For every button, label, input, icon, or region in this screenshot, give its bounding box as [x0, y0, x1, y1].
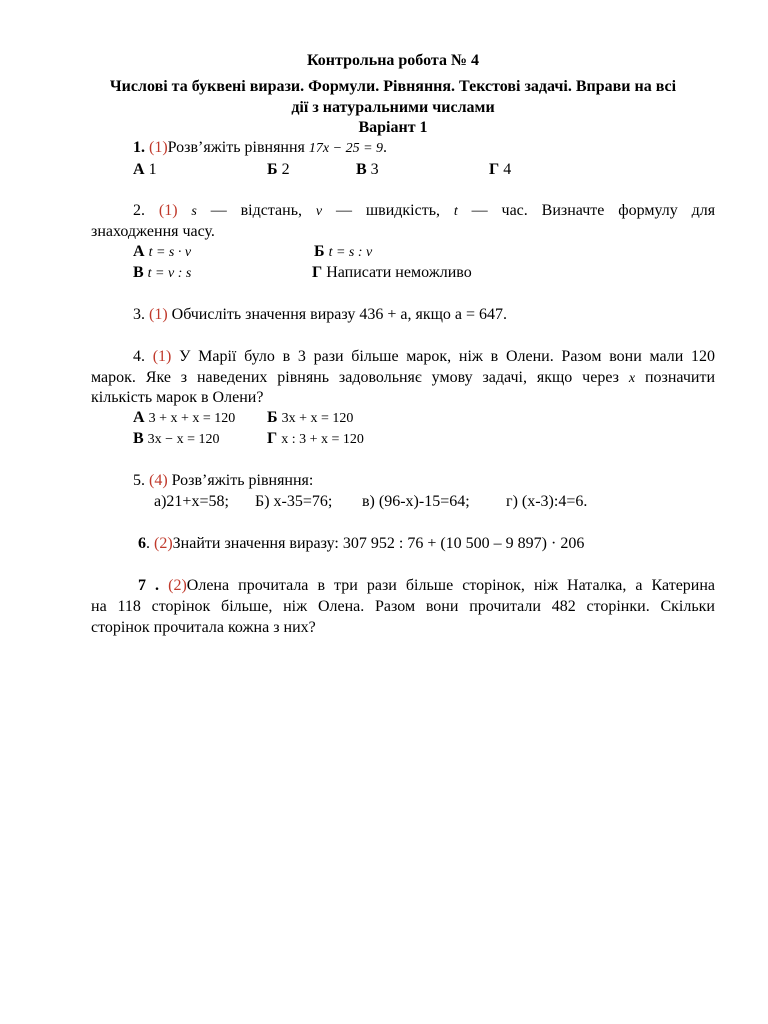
question-6: 6. (2)Знайти значення виразу: 307 952 : 76 + (10 500 – 9 897) · 206	[138, 535, 585, 552]
question-5-item-b: Б) х-35=76;	[255, 493, 333, 510]
question-1-equation: 17x − 25 = 9	[308, 141, 384, 156]
question-1-option-v: В 3	[356, 161, 379, 178]
question-4-line-1: 4. (1) У Марії було в 3 рази більше марок, ніж в Олени. Разом вони мали 120	[133, 348, 715, 365]
question-4-number: 4.	[133, 348, 145, 365]
question-3-points: (1)	[149, 306, 168, 323]
question-4-option-v: В 3x − x = 120	[133, 430, 220, 447]
question-5-number: 5.	[133, 472, 145, 489]
question-7-number: 7	[138, 577, 146, 594]
page-title: Контрольна робота № 4	[306, 52, 480, 69]
question-1: 1. (1)Розв’яжіть рівняння 17x − 25 = 9.	[133, 139, 388, 156]
question-7-points: (2)	[168, 577, 187, 594]
question-5	[133, 471, 313, 491]
question-2-points: (1)	[158, 202, 178, 219]
question-7-line-2: на 118 сторінок більше, ніж Олена. Разом вони прочитали 482 сторінки. Скільки	[91, 598, 715, 615]
question-2-line-2: знаходження часу.	[91, 223, 215, 240]
var-x: x	[628, 371, 636, 386]
question-5-item-a: а)21+х=58;	[154, 493, 229, 510]
question-3	[133, 305, 507, 325]
question-1-option-a: А 1	[133, 161, 157, 178]
question-2-option-a: А t = s · v	[133, 243, 192, 260]
question-5-item-v: в) (96-х)-15=64;	[362, 493, 470, 510]
question-5-text: Розв’яжіть рівняння:	[171, 472, 314, 489]
question-2-option-g: Г Написати неможливо	[312, 264, 472, 281]
var-t: t	[453, 204, 458, 219]
question-1-points: (1)	[149, 139, 168, 156]
question-4-option-a: А 3 + x + x = 120	[133, 409, 236, 426]
question-2: 2. (1) s — відстань, v — швидкість, t — час. Визначте формулу для	[133, 202, 716, 219]
question-2-option-v: В t = v : s	[133, 264, 192, 281]
question-4-line-3: кількість марок в Олени?	[91, 389, 264, 406]
question-4-line-2: марок. Яке з наведених рівнянь задовольняє умову задачі, якщо через x позначити	[91, 369, 716, 386]
topic-line-2: дії з натуральними числами	[291, 99, 495, 116]
var-s: s	[191, 204, 197, 219]
question-1-period: .	[383, 139, 388, 156]
topic-line-1: Числові та буквені вирази. Формули. Рівняння. Текстові задачі. Вправи на всі	[109, 78, 677, 95]
question-6-number: 6	[138, 535, 146, 552]
question-5-points: (4)	[149, 472, 168, 489]
question-3-text: Обчисліть значення виразу 436 + а, якщо а = 647.	[171, 306, 508, 323]
question-1-text: Розв’яжіть рівняння	[167, 139, 305, 156]
question-7-line-1: 7 . (2)Олена прочитала в три рази більше сторінок, ніж Наталка, а Катерина	[138, 577, 716, 594]
variant-label: Варіант 1	[358, 119, 428, 136]
question-1-option-b: Б 2	[267, 161, 290, 178]
question-4-option-g: Г x : 3 + x = 120	[267, 430, 364, 447]
question-6-text: Знайти значення виразу: 307 952 : 76 + (10 500 – 9 897) · 206	[172, 535, 585, 552]
question-3-number: 3.	[133, 306, 145, 323]
question-2-number: 2.	[133, 202, 145, 219]
question-4-points: (1)	[152, 348, 172, 365]
question-5-item-g: г) (х-3):4=6.	[506, 493, 588, 510]
question-4-option-b: Б 3x + x = 120	[267, 409, 354, 426]
question-1-option-g: Г 4	[489, 161, 512, 178]
question-7-line-3: сторінок прочитала кожна з них?	[91, 619, 316, 636]
question-2-option-b: Б t = s : v	[314, 243, 373, 260]
var-v: v	[315, 204, 323, 219]
question-1-number: 1	[133, 139, 141, 156]
question-6-points: (2)	[154, 535, 173, 552]
